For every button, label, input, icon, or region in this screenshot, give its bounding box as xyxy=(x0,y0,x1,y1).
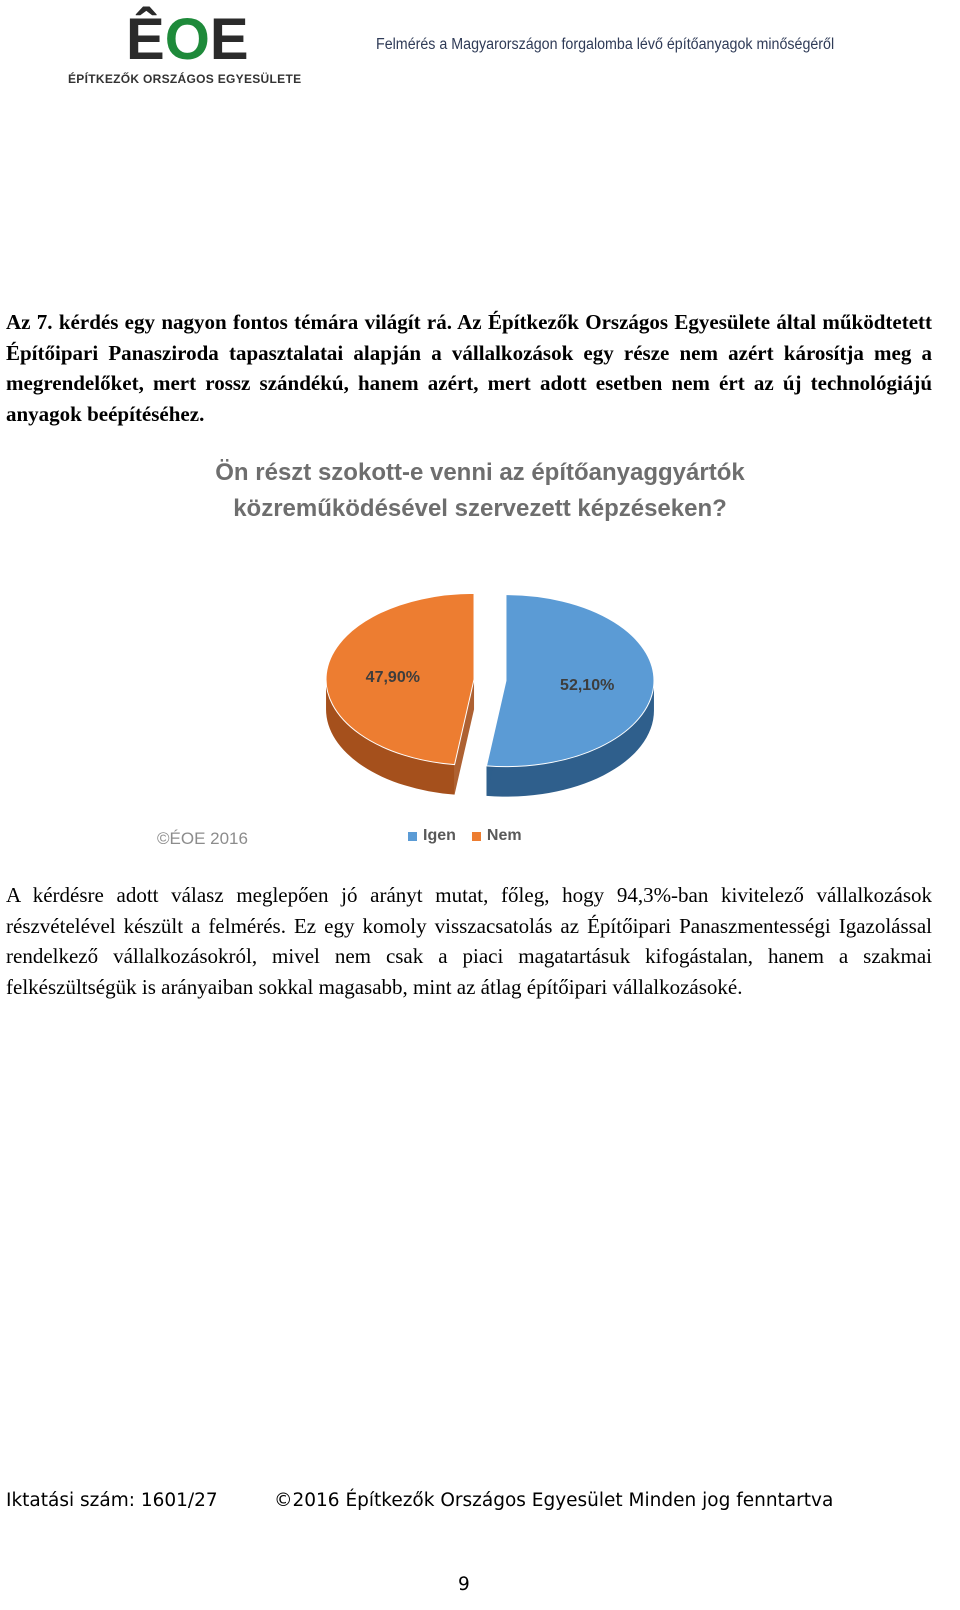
logo-letter-e2: E xyxy=(209,7,249,72)
legend-swatch-nem xyxy=(472,832,481,841)
chart-legend xyxy=(408,827,522,845)
registration-number: Iktatási szám: 1601/27 xyxy=(6,1490,218,1511)
legend-item-nem xyxy=(472,827,522,845)
logo-letter-o: O xyxy=(164,7,210,72)
chart-title-line-2: közreműködésével szervezett képzéseken? xyxy=(233,495,727,522)
logo-subtitle: ÉPÍTKEZŐK ORSZÁGOS EGYESÜLETE xyxy=(68,72,302,86)
logo-letter-e: Ê xyxy=(126,7,165,72)
logo-mark xyxy=(126,2,249,78)
legend-swatch-igen xyxy=(408,832,417,841)
chart-title-line-1: Ön részt szokott-e venni az építőanyaggyártók xyxy=(215,459,745,486)
legend-label-igen: Igen xyxy=(423,827,456,844)
intro-paragraph: Az 7. kérdés egy nagyon fontos témára világít rá. Az Építkezők Országos Egyesülete által működtetett Építőipari Panasziroda tapasztalatai alapján a vállalkozások egy része nem azért károsítja meg a megrendelőket, mert rossz szándékú, hanem azért, mert adott esetben nem ért az új technológiájú anyagok beépítéséhez. xyxy=(6,310,932,426)
pie-svg xyxy=(150,455,810,825)
data-label-nem: 47,90% xyxy=(365,669,420,687)
page-number: 9 xyxy=(458,1574,470,1595)
page-header xyxy=(0,0,960,90)
chart-copyright: ©ÉOE 2016 xyxy=(157,829,248,848)
eoe-logo xyxy=(66,2,306,86)
legend-label-nem: Nem xyxy=(486,827,522,844)
data-label-igen: 52,10% xyxy=(560,676,615,694)
document-title: Felmérés a Magyarországon forgalomba lévő építőanyagok minőségéről xyxy=(376,36,835,53)
footer-copyright: ©2016 Építkezők Országos Egyesület Minden jog fenntartva xyxy=(274,1490,834,1511)
pie-chart xyxy=(150,455,810,855)
legend-item-igen xyxy=(408,827,456,845)
analysis-paragraph: A kérdésre adott válasz meglepően jó arányt mutat, főleg, hogy 94,3%-ban kivitelező vállalkozások részvételével készült a felmérés. Ez egy komoly visszacsatolás az Építőipari Panaszmentességi Igazolással rendelkező vállalkozásokról, mivel nem csak a piaci magatartásuk kifogástalan, hanem a szakmai felkészültségük is arányaiban sokkal magasabb, mint az átlag építőipari vállalkozásoké. xyxy=(6,883,932,999)
